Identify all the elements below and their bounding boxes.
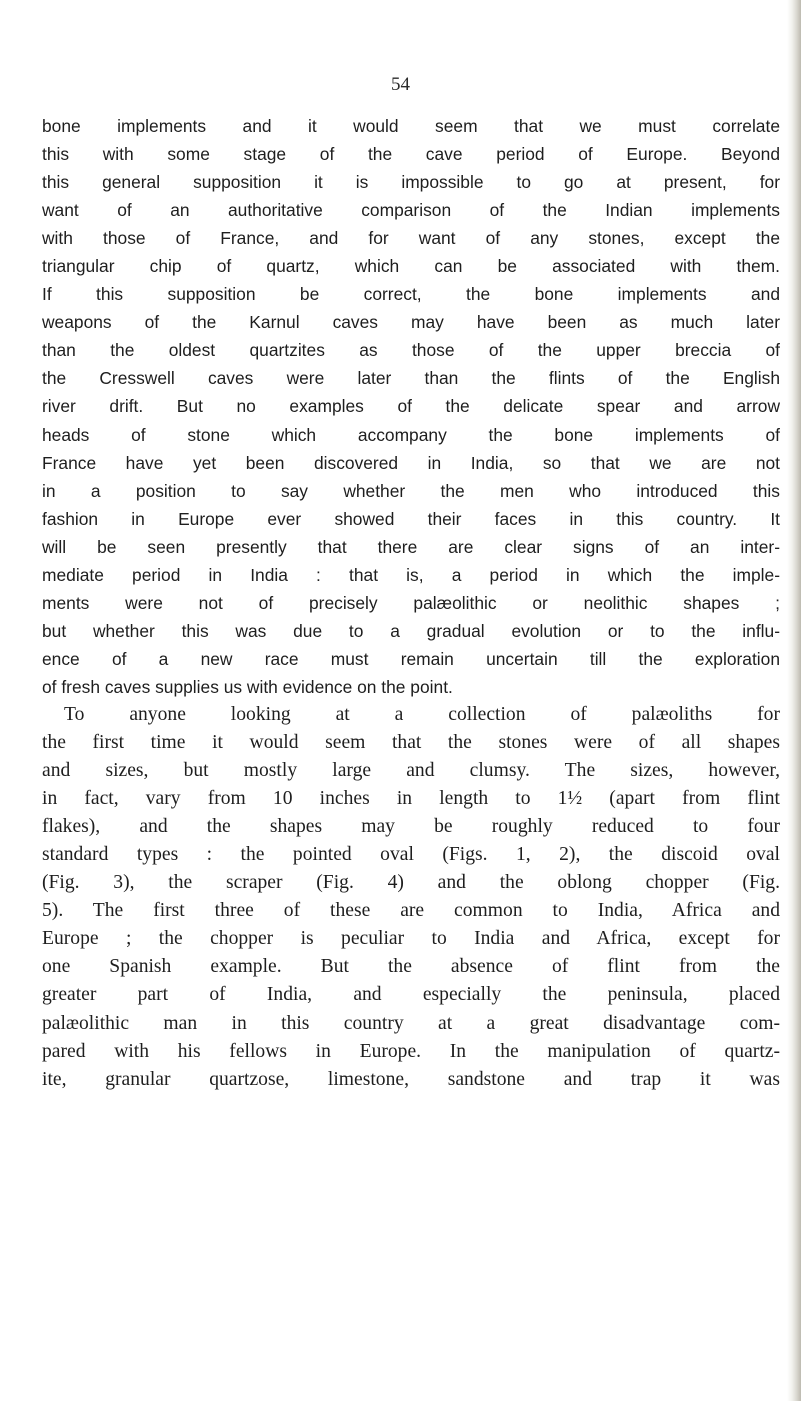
text-line: the Cresswell caves were later than the flints of the English: [42, 368, 780, 389]
text-line: than the oldest quartzites as those of the upper breccia of: [42, 340, 780, 361]
text-line: ite, granular quartzose, limestone, sandstone and trap it was: [42, 1068, 780, 1090]
page-number: 54: [391, 74, 410, 95]
text-line: want of an authoritative comparison of the Indian implements: [42, 200, 780, 221]
text-line: standard types : the pointed oval (Figs. 1, 2), the discoid oval: [42, 844, 780, 866]
text-line: ments were not of precisely palæolithic or neolithic shapes ;: [42, 592, 780, 613]
text-line: and sizes, but mostly large and clumsy. The sizes, however,: [42, 760, 780, 782]
body-text: [42, 112, 780, 1094]
text-line: in a position to say whether the men who introduced this: [42, 480, 780, 501]
text-line: of fresh caves supplies us with evidence on the point.: [42, 676, 453, 697]
text-line: one Spanish example. But the absence of flint from the: [42, 956, 780, 978]
text-line: ence of a new race must remain uncertain till the exploration: [42, 648, 780, 669]
text-line: To anyone looking at a collection of palæoliths for: [64, 703, 780, 725]
text-line: mediate period in India : that is, a period in which the imple-: [42, 564, 780, 585]
page-edge-shadow: [787, 0, 801, 1401]
text-line: will be seen presently that there are clear signs of an inter-: [42, 536, 780, 557]
text-line: heads of stone which accompany the bone implements of: [42, 424, 780, 445]
text-line: Europe ; the chopper is peculiar to India and Africa, except for: [42, 928, 780, 950]
text-line: If this supposition be correct, the bone implements and: [42, 284, 780, 305]
text-line: (Fig. 3), the scraper (Fig. 4) and the oblong chopper (Fig.: [42, 872, 780, 894]
text-line: river drift. But no examples of the delicate spear and arrow: [42, 396, 780, 417]
text-line: in fact, vary from 10 inches in length to 1½ (apart from flint: [42, 788, 780, 810]
text-line: the first time it would seem that the stones were of all shapes: [42, 732, 780, 754]
text-line: flakes), and the shapes may be roughly reduced to four: [42, 816, 780, 838]
text-line: this general supposition it is impossible to go at present, for: [42, 172, 780, 193]
text-line: France have yet been discovered in India, so that we are not: [42, 452, 780, 473]
text-line: this with some stage of the cave period of Europe. Beyond: [42, 144, 780, 165]
text-line: palæolithic man in this country at a great disadvantage com-: [42, 1012, 780, 1034]
text-line: triangular chip of quartz, which can be associated with them.: [42, 256, 780, 277]
text-line: bone implements and it would seem that we must correlate: [42, 116, 780, 136]
text-line: pared with his fellows in Europe. In the manipulation of quartz-: [42, 1040, 780, 1062]
text-line: 5). The first three of these are common to India, Africa and: [42, 900, 780, 922]
text-line: weapons of the Karnul caves may have been as much later: [42, 312, 780, 333]
text-line: with those of France, and for want of any stones, except the: [42, 228, 780, 249]
text-line: fashion in Europe ever showed their faces in this country. It: [42, 508, 780, 529]
text-line: greater part of India, and especially the peninsula, placed: [42, 984, 780, 1006]
text-line: but whether this was due to a gradual evolution or to the influ-: [42, 620, 780, 641]
